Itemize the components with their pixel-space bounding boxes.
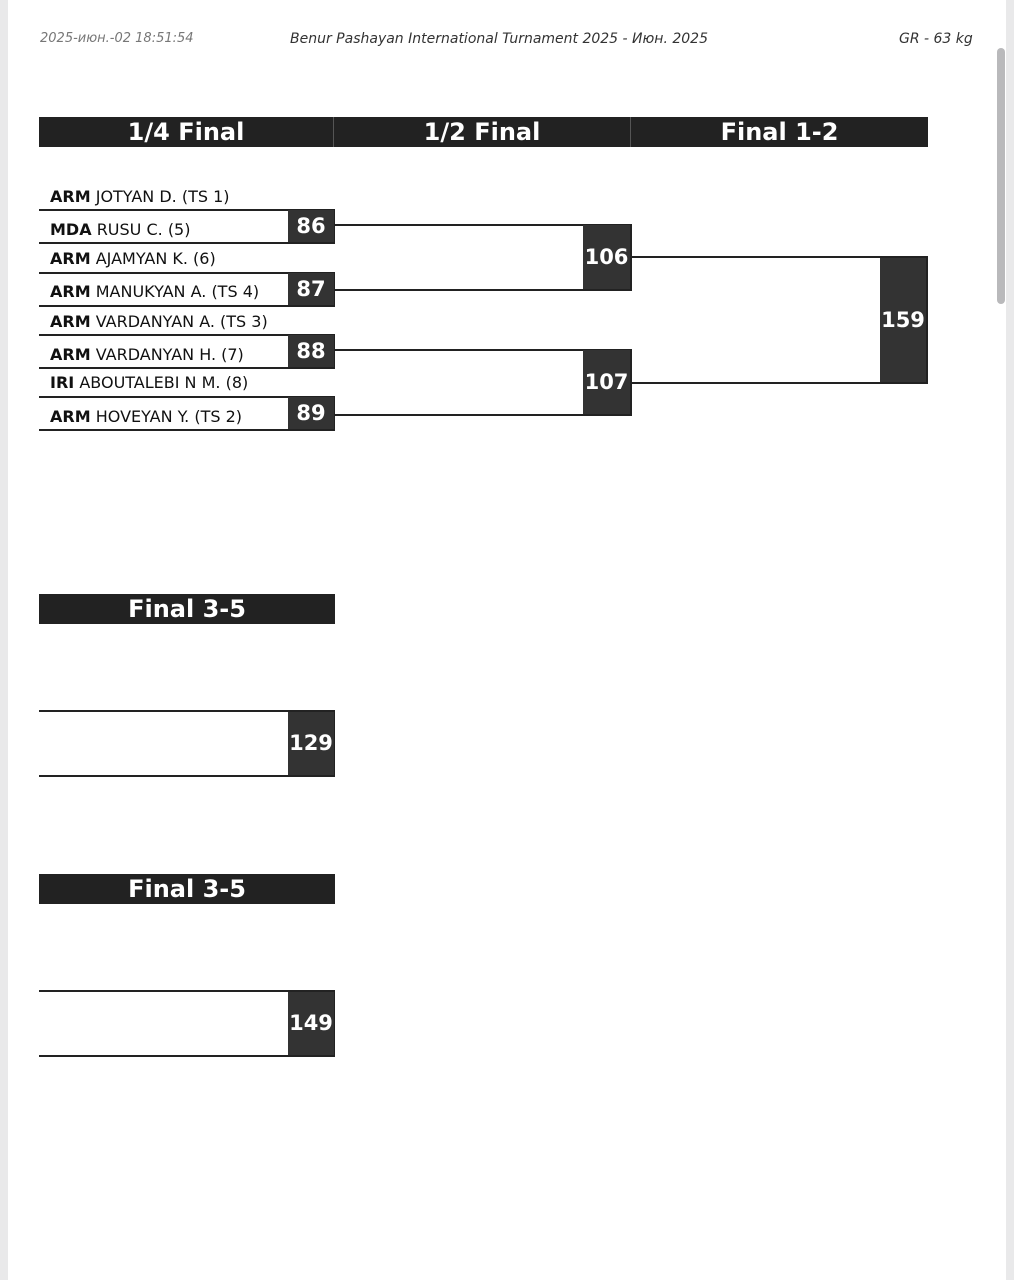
athlete-name: RUSU C. (5) [96, 220, 191, 239]
athlete-entry [50, 407, 242, 427]
band-divider [333, 117, 334, 147]
bracket-line [39, 305, 335, 307]
athlete-country: ARM [50, 312, 91, 331]
athlete-entry [50, 282, 259, 302]
tournament-title: Benur Pashayan International Turnament 2025 - Июн. 2025 [290, 31, 708, 47]
athlete-name: VARDANYAN A. (TS 3) [95, 312, 268, 331]
band-divider [630, 117, 631, 147]
scrollbar-thumb[interactable] [997, 48, 1005, 304]
athlete-country: IRI [50, 373, 75, 392]
athlete-country: MDA [50, 220, 92, 239]
bout-number-box: 89 [288, 397, 334, 429]
athlete-entry [50, 249, 216, 269]
athlete-entry [50, 312, 268, 332]
bracket-line [39, 429, 335, 431]
bout-number-box: 107 [583, 350, 630, 414]
bracket-line [632, 382, 928, 384]
round-header-bronze: Final 3-5 [39, 594, 335, 624]
bracket-line [39, 775, 335, 777]
weight-category: GR - 63 kg [899, 31, 973, 47]
bout-number-box: 106 [583, 225, 630, 289]
bracket-line [335, 289, 632, 291]
round-header-final: Final 1-2 [631, 117, 928, 147]
bracket-line [39, 367, 335, 369]
bracket-line [335, 414, 632, 416]
athlete-country: ARM [50, 187, 91, 206]
bout-number-box: 88 [288, 335, 334, 367]
athlete-country: ARM [50, 249, 91, 268]
athlete-name: HOVEYAN Y. (TS 2) [95, 407, 243, 426]
bracket-line [39, 242, 335, 244]
athlete-name: AJAMYAN K. (6) [95, 249, 216, 268]
bout-number-box: 159 [880, 258, 926, 382]
round-header-semifinal: 1/2 Final [334, 117, 630, 147]
athlete-country: ARM [50, 407, 91, 426]
bracket-line [926, 256, 928, 384]
round-header-quarterfinal: 1/4 Final [39, 117, 333, 147]
athlete-entry [50, 187, 230, 207]
athlete-entry [50, 373, 248, 393]
athlete-name: ABOUTALEBI N M. (8) [79, 373, 249, 392]
athlete-name: MANUKYAN A. (TS 4) [95, 282, 260, 301]
bout-number-box: 86 [288, 210, 334, 242]
bout-number-box: 87 [288, 273, 334, 305]
bracket-line [39, 1055, 335, 1057]
bout-number-box: 149 [288, 992, 334, 1055]
athlete-entry [50, 220, 190, 240]
athlete-name: VARDANYAN H. (7) [95, 345, 244, 364]
print-timestamp: 2025-июн.-02 18:51:54 [40, 31, 194, 46]
round-header-bronze: Final 3-5 [39, 874, 335, 904]
athlete-country: ARM [50, 282, 91, 301]
athlete-name: JOTYAN D. (TS 1) [95, 187, 230, 206]
athlete-country: ARM [50, 345, 91, 364]
athlete-entry [50, 345, 244, 365]
bout-number-box: 129 [288, 712, 334, 775]
